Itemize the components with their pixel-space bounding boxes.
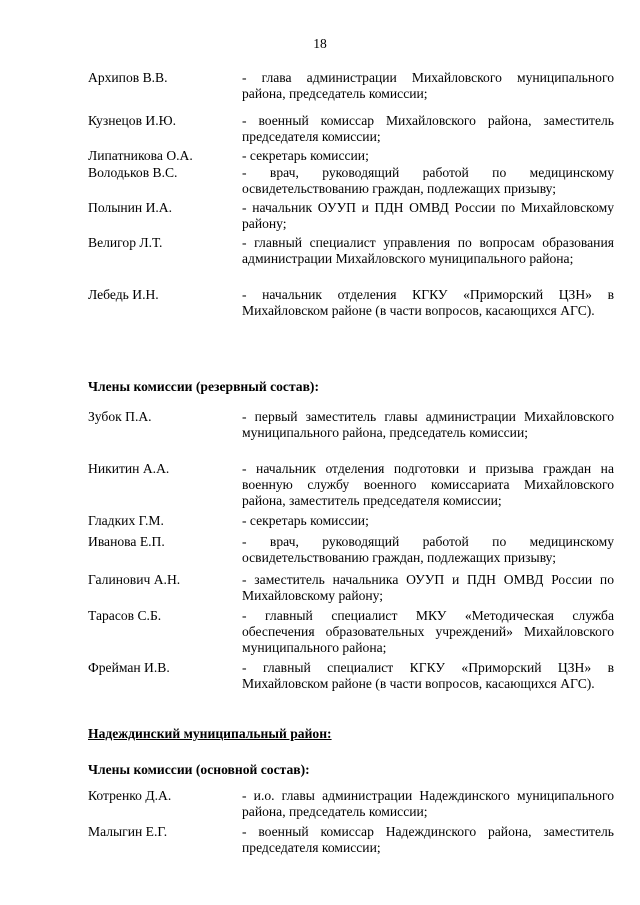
member-role: - первый заместитель главы администрации Михайловского муниципального района, председатель комиссии; xyxy=(242,409,614,440)
page-number: 18 xyxy=(313,36,327,51)
member-name: Малыгин Е.Г. xyxy=(88,824,168,839)
member-row xyxy=(88,148,614,165)
member-name: Иванова Е.П. xyxy=(88,534,165,549)
member-list-main-nadezhdinsky xyxy=(88,788,614,860)
member-name: Лебедь И.Н. xyxy=(88,287,159,302)
member-role: - начальник ОУУП и ПДН ОМВД России по Михайловскому району; xyxy=(242,200,614,231)
member-name: Гладких Г.М. xyxy=(88,513,164,528)
member-role: - начальник отделения подготовки и призыва граждан на военную службу военного комиссариата Михайловского района, заместитель председателя комиссии; xyxy=(242,461,614,508)
member-name: Зубок П.А. xyxy=(88,409,152,424)
member-row xyxy=(88,70,614,113)
member-role: - глава администрации Михайловского муниципального района, председатель комиссии; xyxy=(242,70,614,101)
member-row xyxy=(88,409,614,461)
member-row xyxy=(88,235,614,287)
member-list-main-mikhailovsky xyxy=(88,70,614,339)
member-row xyxy=(88,287,614,339)
member-name: Фрейман И.В. xyxy=(88,660,170,675)
member-row xyxy=(88,461,614,513)
member-name: Володьков В.С. xyxy=(88,165,178,180)
member-name: Архипов В.В. xyxy=(88,70,168,85)
member-row xyxy=(88,788,614,824)
member-role: - главный специалист КГКУ «Приморский ЦЗН» в Михайловском районе (в части вопросов, касающихся АГС). xyxy=(242,660,614,691)
member-row xyxy=(88,113,614,148)
member-role: - секретарь комиссии; xyxy=(242,513,369,528)
district-heading: Надеждинский муниципальный район: xyxy=(88,726,332,741)
member-role: - военный комиссар Михайловского района, заместитель председателя комиссии; xyxy=(242,113,614,144)
member-name: Галинович А.Н. xyxy=(88,572,181,587)
member-role: - начальник отделения КГКУ «Приморский ЦЗН» в Михайловском районе (в части вопросов, касающихся АГС). xyxy=(242,287,614,318)
member-role: - врач, руководящий работой по медицинскому освидетельствованию граждан, подлежащих призыву; xyxy=(242,165,614,196)
section-heading-main: Члены комиссии (основной состав): xyxy=(88,762,310,777)
member-role: - и.о. главы администрации Надеждинского муниципального района, председатель комиссии; xyxy=(242,788,614,819)
member-name: Кузнецов И.Ю. xyxy=(88,113,176,128)
member-name: Липатникова О.А. xyxy=(88,148,193,163)
member-role: - военный комиссар Надеждинского района, заместитель председателя комиссии; xyxy=(242,824,614,855)
member-row xyxy=(88,513,614,534)
member-name: Полынин И.А. xyxy=(88,200,173,215)
member-role: - врач, руководящий работой по медицинскому освидетельствованию граждан, подлежащих призыву; xyxy=(242,534,614,565)
member-name: Тарасов С.Б. xyxy=(88,608,162,623)
member-row xyxy=(88,534,614,572)
member-role: - секретарь комиссии; xyxy=(242,148,369,163)
member-row xyxy=(88,608,614,660)
member-row xyxy=(88,572,614,608)
member-row xyxy=(88,660,614,712)
member-row xyxy=(88,200,614,235)
member-role: - главный специалист МКУ «Методическая служба обеспечения образовательных учреждений» Михайловского муниципального района; xyxy=(242,608,614,655)
member-role: - заместитель начальника ОУУП и ПДН ОМВД России по Михайловскому району; xyxy=(242,572,614,603)
section-heading-reserve: Члены комиссии (резервный состав): xyxy=(88,379,319,394)
member-name: Никитин А.А. xyxy=(88,461,170,476)
member-row xyxy=(88,824,614,860)
member-name: Велигор Л.Т. xyxy=(88,235,163,250)
member-row xyxy=(88,165,614,200)
member-list-reserve-mikhailovsky xyxy=(88,409,614,712)
member-role: - главный специалист управления по вопросам образования администрации Михайловского муниципального района; xyxy=(242,235,614,266)
member-name: Котренко Д.А. xyxy=(88,788,172,803)
